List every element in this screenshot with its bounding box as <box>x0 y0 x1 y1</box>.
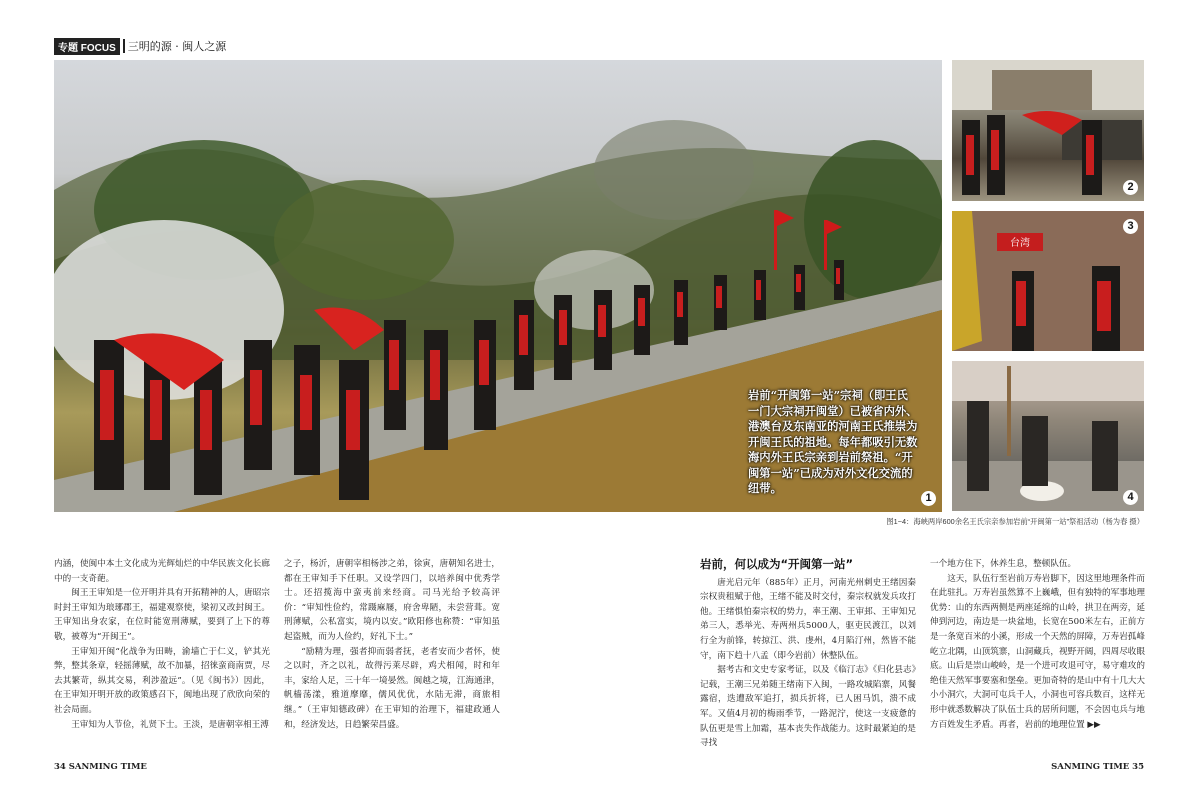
text-column-3 <box>700 557 916 751</box>
paragraph: 内涵，使闽中本土文化成为光辉灿烂的中华民族文化长廊中的一支奇葩。 <box>54 559 270 584</box>
photo-number-2: 2 <box>1123 180 1138 195</box>
text-column-1 <box>54 557 270 732</box>
section-title: 三明的源 · 闽人之源 <box>127 40 227 53</box>
photo-number-1: 1 <box>921 491 936 506</box>
sign-text: 台湾 <box>1010 238 1030 249</box>
paragraph: 王审知为人节俭，礼贤下士。王淡，是唐朝宰相王溥 <box>71 719 269 730</box>
photo-number-3: 3 <box>1123 219 1138 234</box>
page-footer-right: SANMING TIME 35 <box>1051 762 1144 772</box>
side-photo-4 <box>952 361 1144 511</box>
paragraph: 闽王王审知是一位开明并具有开拓精神的人，唐昭宗时封王审知为琅琊郡王，福建观察使，梁初又改封闽王。王审知出身农家，在位时能宽刑薄赋，要到了上下的尊敬，被尊为“开闽王”。 <box>54 588 270 642</box>
section-header <box>54 38 226 54</box>
paragraph: “励精为理，强者抑而弱者抚，老者安而少者怀，使之以时，齐之以礼，故得污莱尽辟，鸡犬相闻，时和年丰，家给人足，三十年一境晏然。闽越之境，江海通津，帆樯荡漾，雅道摩靡，儒风优优，水陆无滞，商旅相继。”（王审知德政碑）在王审知的治理下，福建政通人和，经济发达，日趋繁荣昌盛。 <box>284 646 500 730</box>
text-column-2 <box>284 557 500 732</box>
photo-2-scene <box>952 60 1144 201</box>
header-divider <box>123 39 125 53</box>
text-column-4 <box>930 557 1145 732</box>
page-footer-left: 34 SANMING TIME <box>54 762 147 772</box>
paragraph: 唐光启元年（885年）正月，河南光州刺史王绪因秦宗权贵租赋于他，王绪不能及时交付，秦宗权就发兵攻打他。王绪惧怕秦宗权的势力，率王潮、王审邽、王审知兄弟三人，悉举光、寿两州兵5000人，驱吏民渡江，以刘行全为前锋，转掠江、洪、虔州，4月陷汀州，然皆不能守，南下趋十八孟（即今岩前）休整队伍。 <box>700 577 916 661</box>
paragraph: 据考古和文史专家考证，以及《临汀志》《归化县志》记载，王潮三兄弟随王绪南下入闽，一路攻城陷寨，风餐露宿，迭遭敌军追打，损兵折将，已人困马饥，溃不成军。又值4月初的梅雨季节，一路泥泞，使这一支疲惫的队伍更是雪上加霜，基本丧失作战能力。这时最紧迫的是寻找 <box>700 665 916 749</box>
photo-caption: 图1~4：海峡两岸600余名王氏宗亲参加岩前“开闽第一站”祭祖活动（杨为春 摄） <box>886 517 1144 526</box>
side-photo-3 <box>952 211 1144 351</box>
paragraph: 王审知开闽“化战争为田畴，渝墙亡于仁义，铲其光弊，整其条章，轻摇薄赋，故不加暴，招徕蛮商南贾，尽去其繁苛，纵其交易，利涉盈远”。（见《闽书》）因此，在王审知开明开放的政策感召下，闽地出现了欣欣向荣的社会局面。 <box>54 646 270 715</box>
paragraph: 之子，杨沂，唐朝宰相杨涉之弟，徐寅，唐朝知名进士，都在王审知手下任职。又设学四门，以培养闽中优秀学士。还招揽海中蛮夷前来经商。司马光给予较高评价：“审知性俭约，常蹑麻屦，府舍卑陋，未尝营葺。宽刑薄赋，公私富实，境内以安。”欧阳修也称赞：“审知虽起盗贼，而为人俭约，好礼下士。” <box>284 559 500 642</box>
paragraph: 一个地方住下，休养生息，整顿队伍。 <box>930 559 1077 569</box>
focus-tag: 专题 FOCUS <box>54 38 120 55</box>
side-photo-2 <box>952 60 1144 201</box>
photo-3-scene <box>952 211 1144 351</box>
paragraph: 这天，队伍行至岩前万寿岩脚下，因这里地理条件而在此驻扎。万寿岩虽然算不上巍峨，但有独特的军事地理优势：山的东西两侧是两座延绵的山岭，拱卫在两旁，延伸到河边，南边是一块盆地，长宽在500米左右，正前方是一条宽百米的小溪，形成一个天然的屏障，万寿岩孤峰屹立北隅，山顶筑寨，山洞藏兵，视野开阔，四周尽收眼底。山后是崇山峻岭，是一个进可攻退可守，易守难攻的绝佳天然军事要塞和堡垒。更加奇特的是山中有十几大大小小洞穴，大洞可屯兵千人，小洞也可容兵数百，这样无形中就悉数解决了队伍士兵的居所问题，不会因屯兵与地方百姓发生矛盾。再者，岩前的地理位置 ▶▶ <box>930 573 1145 730</box>
photo-overlay-text: 岩前“开闽第一站”宗祠（即王氏一门大宗祠开闽堂）已被省内外、港澳台及东南亚的河南王氏推崇为开闽王氏的祖地。每年都吸引无数海内外王氏宗亲到岩前祭祖。“开闽第一站”已成为对外文化交流的纽带。 <box>748 388 918 495</box>
section-heading: 岩前，何以成为“开闽第一站” <box>700 557 854 571</box>
photo-4-scene <box>952 361 1144 511</box>
photo-number-4: 4 <box>1123 490 1138 505</box>
